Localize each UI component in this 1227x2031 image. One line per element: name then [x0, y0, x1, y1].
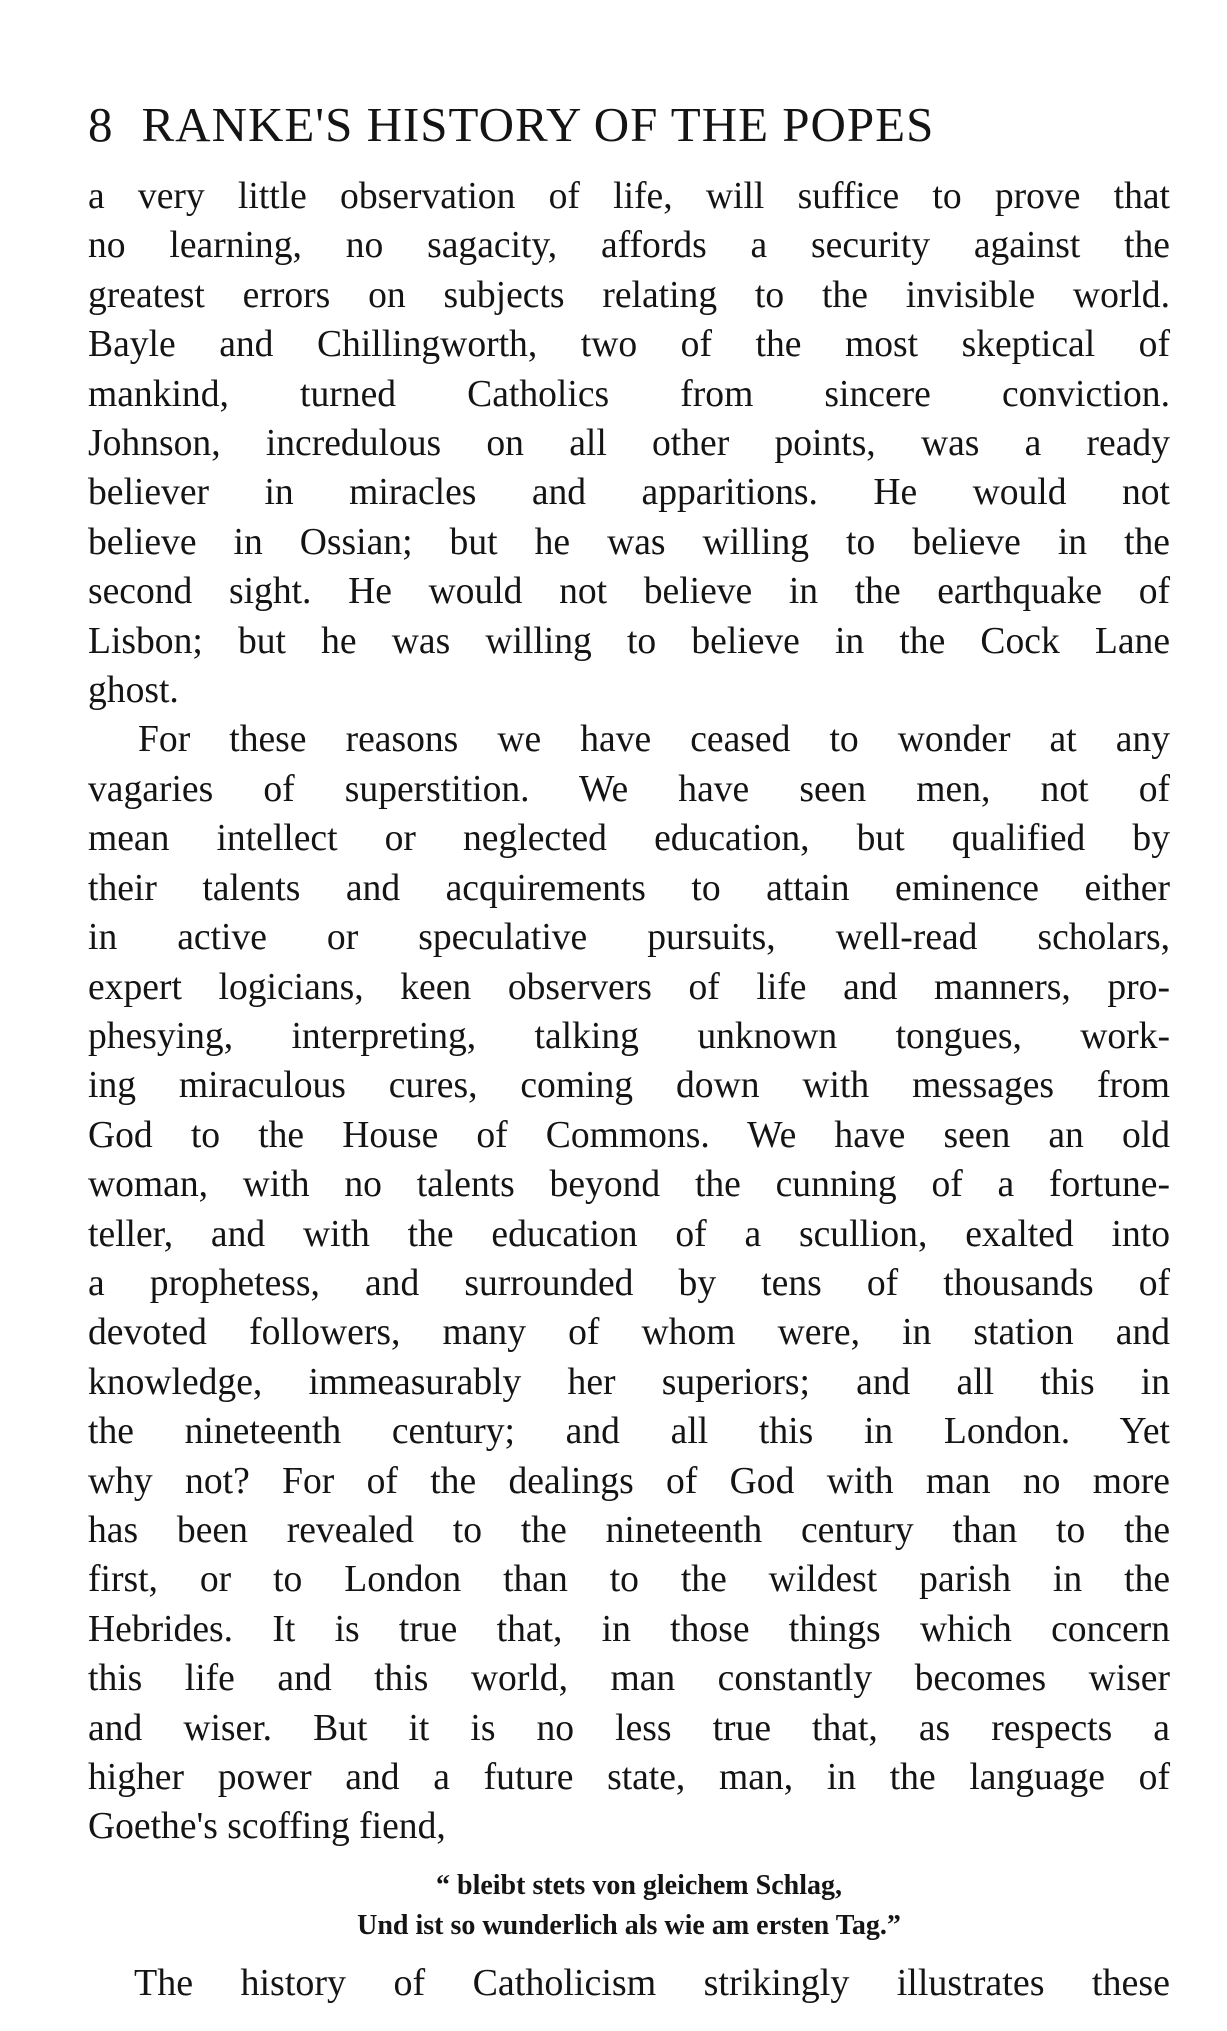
text-line: Hebrides. It is true that, in those things which concern — [88, 1608, 1170, 1650]
text-line: Bayle and Chillingworth, two of the most skeptical of — [88, 324, 1170, 366]
text-line: phesying, interpreting, talking unknown tongues, work- — [88, 1015, 1170, 1057]
book-page — [88, 96, 1170, 2008]
text-line: has been revealed to the nineteenth century than to the — [88, 1509, 1170, 1551]
text-line: mankind, turned Catholics from sincere conviction. — [88, 373, 1170, 415]
text-line: a very little observation of life, will suffice to prove that — [88, 176, 1170, 217]
quotation-line: “ bleibt stets von gleichem Schlag, — [436, 1869, 842, 1901]
paragraph-2 — [88, 715, 1170, 1851]
text-line: a prophetess, and surrounded by tens of thousands of — [88, 1262, 1170, 1304]
text-line: God to the House of Commons. We have seen an old — [88, 1114, 1170, 1156]
text-line: no learning, no sagacity, affords a security against the — [88, 225, 1170, 267]
text-line: in active or speculative pursuits, well-read scholars, — [88, 917, 1170, 959]
text-line: ing miraculous cures, coming down with messages from — [88, 1065, 1170, 1107]
text-line: this life and this world, man constantly becomes wiser — [88, 1658, 1170, 1700]
text-line: expert logicians, keen observers of life and manners, pro- — [88, 966, 1170, 1008]
text-line: ghost. — [88, 670, 179, 712]
text-line: Goethe's scoffing fiend, — [88, 1806, 446, 1848]
running-head — [88, 96, 1170, 172]
text-line: knowledge, immeasurably her superiors; and all this in — [88, 1361, 1170, 1403]
text-line: and wiser. But it is no less true that, as respects a — [88, 1707, 1170, 1749]
text-line: devoted followers, many of whom were, in station and — [88, 1312, 1170, 1354]
text-line: why not? For of the dealings of God with man no more — [88, 1460, 1170, 1502]
text-line: For these reasons we have ceased to wonder at any — [138, 719, 1170, 761]
text-line: teller, and with the education of a scullion, exalted into — [88, 1213, 1170, 1255]
text-line: vagaries of superstition. We have seen men, not of — [88, 768, 1170, 810]
text-line: believer in miracles and apparitions. He would not — [88, 472, 1170, 514]
running-title: RANKE'S HISTORY OF THE POPES — [141, 97, 935, 152]
text-line: mean intellect or neglected education, but qualified by — [88, 818, 1170, 860]
paragraph-1 — [88, 172, 1170, 715]
text-line: higher power and a future state, man, in the language of — [88, 1757, 1170, 1798]
text-line: their talents and acquirements to attain eminence either — [88, 867, 1170, 909]
text-line: Lisbon; but he was willing to believe in the Cock Lane — [88, 620, 1170, 662]
text-line: believe in Ossian; but he was willing to believe in the — [88, 521, 1170, 563]
page-number: 8 — [88, 97, 114, 152]
text-line: the nineteenth century; and all this in London. Yet — [88, 1411, 1170, 1453]
text-line: woman, with no talents beyond the cunning of a fortune- — [88, 1164, 1170, 1206]
text-line: second sight. He would not believe in the earthquake of — [88, 571, 1170, 613]
verse-quotation — [88, 1866, 1170, 1946]
text-line: Johnson, incredulous on all other points, was a ready — [88, 423, 1170, 465]
quotation-line: Und ist so wunderlich als wie am ersten Tag.” — [357, 1909, 901, 1941]
text-line: first, or to London than to the wildest parish in the — [88, 1559, 1170, 1601]
text-line: greatest errors on subjects relating to the invisible world. — [88, 274, 1170, 316]
closing-line: The history of Catholicism strikingly illustrates these — [134, 1961, 1170, 2004]
